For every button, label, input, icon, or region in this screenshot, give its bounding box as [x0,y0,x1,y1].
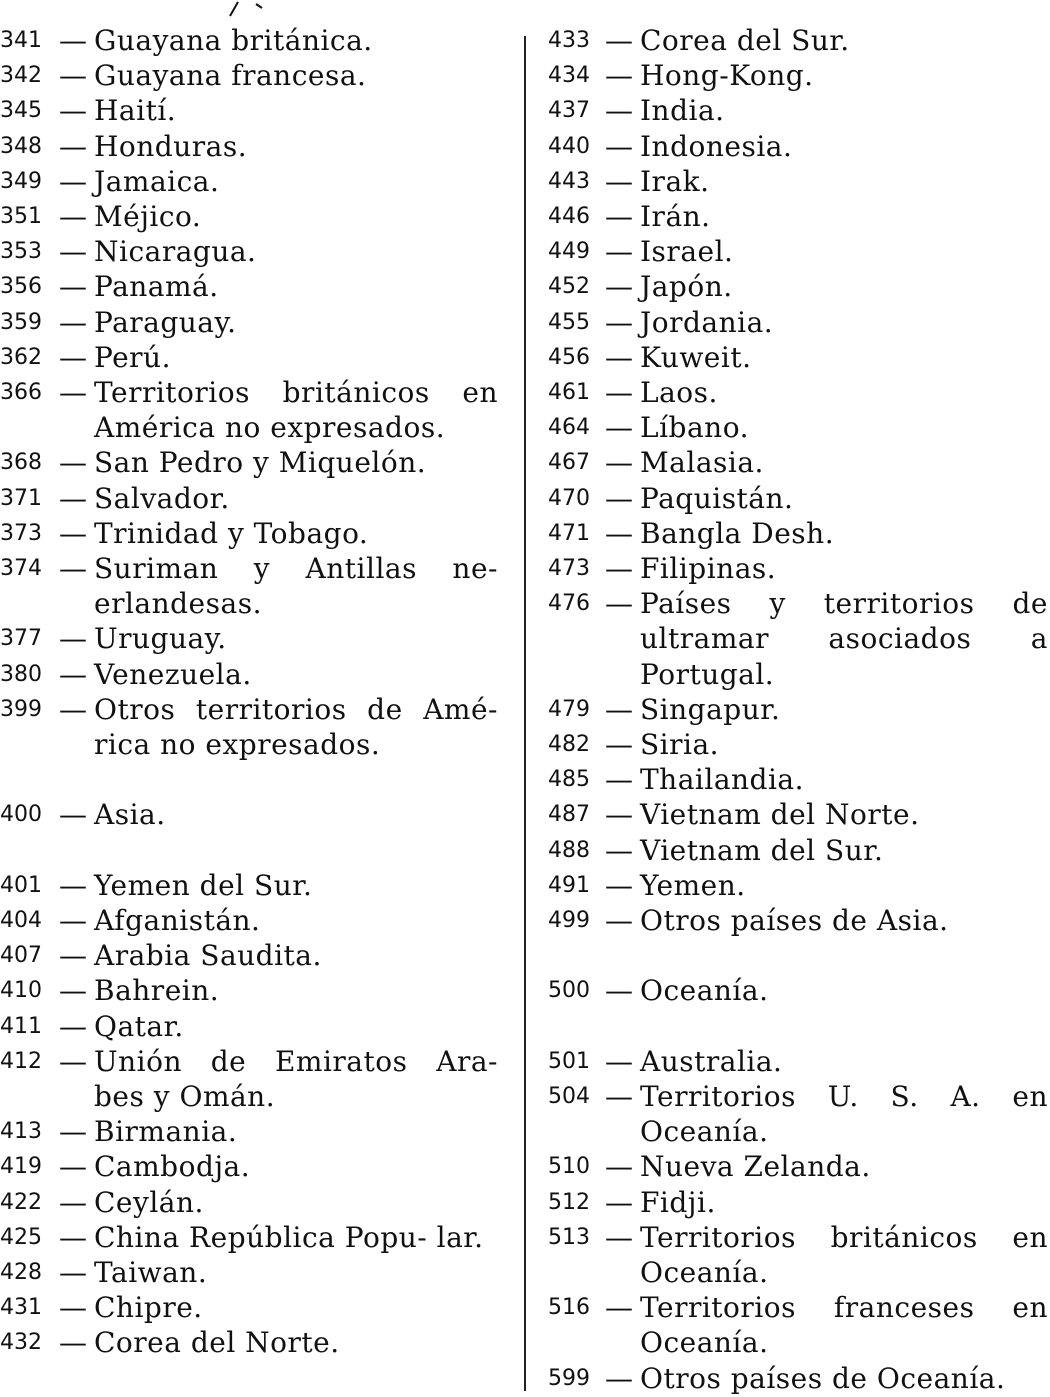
dash-separator: — [605,974,633,1008]
left-column [0,23,500,1361]
country-code: 366 [0,380,42,406]
country-entry [548,445,1050,480]
country-entry [548,551,1050,586]
country-name: Japón. [640,270,733,304]
blank-line [0,762,500,797]
country-entry [0,58,500,93]
country-entry [548,305,1050,340]
country-entry [0,93,500,128]
dash-separator: — [59,164,87,198]
country-name: Territorios británicos en América no expresados. [94,376,498,445]
country-name: Indonesia. [640,129,793,163]
country-code: 482 [548,732,590,758]
country-name: Territorios británicos en Oceanía. [640,1220,1048,1290]
dash-separator: — [59,798,87,832]
country-code: 471 [548,520,590,546]
country-code: 371 [0,485,42,511]
country-entry [0,551,500,621]
country-name: San Pedro y Miquelón. [94,446,427,480]
dash-separator: — [605,904,633,938]
country-name: Birmania. [94,1115,238,1149]
dash-separator: — [59,270,87,304]
dash-separator: — [605,376,633,410]
dash-separator: — [605,1150,633,1184]
right-column [548,23,1050,1396]
country-code: 499 [548,908,590,934]
dash-separator: — [605,833,633,867]
dash-separator: — [59,340,87,374]
country-name: Malasia. [640,446,764,480]
country-entry [0,973,500,1008]
country-entry [548,516,1050,551]
country-name: Siria. [640,728,720,762]
country-entry [548,375,1050,410]
country-code: 461 [548,380,590,406]
country-code: 473 [548,556,590,582]
dash-separator: — [59,235,87,269]
country-entry [548,23,1050,58]
country-entry [548,762,1050,797]
dash-separator: — [605,1291,633,1325]
country-entry [548,797,1050,832]
country-entry [0,1009,500,1044]
country-entry [0,938,500,973]
country-entry [0,1044,500,1114]
dash-separator: — [59,516,87,550]
dash-separator: — [59,657,87,691]
country-code: 443 [548,168,590,194]
country-code: 422 [0,1189,42,1215]
dash-separator: — [59,552,87,586]
country-code: 464 [548,415,590,441]
country-name: Nueva Zelanda. [640,1150,871,1184]
country-entry [548,58,1050,93]
country-name: Fidji. [640,1185,716,1219]
country-code: 470 [548,485,590,511]
dash-separator: — [605,587,633,621]
dash-separator: — [59,305,87,339]
dash-separator: — [59,1326,87,1360]
dash-separator: — [59,1256,87,1290]
country-code: 516 [548,1295,590,1321]
dash-separator: — [605,1185,633,1219]
country-code: 425 [0,1224,42,1250]
country-code: 410 [0,978,42,1004]
dash-separator: — [59,24,87,57]
country-entry [548,692,1050,727]
country-name: Guayana francesa. [94,59,367,93]
country-code: 404 [0,908,42,934]
country-code: 380 [0,661,42,687]
country-entry [548,410,1050,445]
dash-separator: — [59,129,87,163]
country-name: Bangla Desh. [640,516,835,550]
dash-separator: — [59,481,87,515]
country-code: 501 [548,1048,590,1074]
country-entry [548,93,1050,128]
country-entry [548,1290,1050,1360]
dash-separator: — [59,1220,87,1254]
column-divider [524,36,526,1391]
country-name: Venezuela. [94,657,252,691]
country-entry [548,1149,1050,1184]
blank-line [548,938,1050,973]
country-name: China República Popu- lar. [94,1220,484,1254]
country-name: Méjico. [94,200,202,234]
country-name: Paquistán. [640,481,794,515]
country-code: 434 [548,63,590,89]
country-entry [548,586,1050,692]
dash-separator: — [605,552,633,586]
country-entry [548,269,1050,304]
country-entry [0,516,500,551]
country-entry [548,1361,1050,1396]
country-code: 432 [0,1330,42,1356]
dash-separator: — [605,728,633,762]
country-name: Países y territorios de ultramar asociados a Portugal. [640,587,1048,691]
country-name: Territorios U. S. A. en Oceanía. [640,1080,1048,1149]
dash-separator: — [605,446,633,480]
dash-separator: — [59,939,87,973]
country-entry [0,692,500,762]
country-entry [548,833,1050,868]
country-code: 400 [0,802,42,828]
country-code: 411 [0,1013,42,1039]
country-name: Otros países de Oceanía. [640,1361,1006,1395]
dash-separator: — [605,164,633,198]
country-name: Perú. [94,340,171,374]
dash-separator: — [605,59,633,93]
dash-separator: — [59,1185,87,1219]
country-entry [548,129,1050,164]
country-entry [0,269,500,304]
dash-separator: — [59,974,87,1008]
country-name: Australia. [640,1044,783,1078]
country-name: Guayana británica. [94,24,373,57]
country-name: Uruguay. [94,622,227,656]
dash-separator: — [59,904,87,938]
country-code: 374 [0,556,42,582]
country-code: 407 [0,943,42,969]
country-name: Honduras. [94,129,248,163]
dash-separator: — [59,59,87,93]
country-code: 513 [548,1224,590,1250]
country-entry [0,1290,500,1325]
dash-separator: — [605,1044,633,1078]
dash-separator: — [605,94,633,128]
country-code: 348 [0,133,42,159]
country-name: Arabia Saudita. [94,939,322,973]
dash-separator: — [59,200,87,234]
country-entry [0,481,500,516]
country-name: Israel. [640,235,734,269]
country-code: 500 [548,978,590,1004]
country-code: 599 [548,1365,590,1391]
dash-separator: — [605,1080,633,1114]
country-entry [0,1220,500,1255]
country-code: 356 [0,274,42,300]
country-entry [0,340,500,375]
country-code: 353 [0,239,42,265]
country-name: Salvador. [94,481,230,515]
country-name: Thailandia. [640,763,805,797]
country-entry [548,973,1050,1008]
country-code: 362 [0,344,42,370]
country-code: 419 [0,1154,42,1180]
dash-separator: — [59,94,87,128]
country-entry [0,621,500,656]
dash-separator: — [605,798,633,832]
country-code: 412 [0,1048,42,1074]
country-name: Yemen del Sur. [94,868,313,902]
country-code: 452 [548,274,590,300]
blank-line [0,833,500,868]
dash-separator: — [59,868,87,902]
country-name: Irak. [640,164,710,198]
country-entry [0,868,500,903]
country-name: Unión de Emiratos Ara- bes y Omán. [94,1044,498,1114]
country-code: 401 [0,872,42,898]
blank-line [548,1009,1050,1044]
country-name: Asia. [94,798,166,832]
country-name: Corea del Sur. [640,24,850,57]
country-entry [548,234,1050,269]
country-code: 479 [548,696,590,722]
country-code: 342 [0,63,42,89]
country-name: Hong-Kong. [640,59,814,93]
country-name: Suriman y Antillas ne- erlandesas. [94,552,498,621]
country-entry [0,1149,500,1184]
country-code: 345 [0,98,42,124]
country-code: 446 [548,204,590,230]
country-name: Qatar. [94,1009,184,1043]
country-name: Trinidad y Tobago. [94,516,369,550]
country-name: Filipinas. [640,552,777,586]
country-code: 359 [0,309,42,335]
country-code: 512 [548,1189,590,1215]
dash-separator: — [605,481,633,515]
country-name: Vietnam del Norte. [640,798,920,832]
country-code: 377 [0,626,42,652]
country-code: 485 [548,767,590,793]
country-name: Cambodja. [94,1150,251,1184]
country-name: Yemen. [640,868,746,902]
country-entry [0,199,500,234]
country-entry [548,868,1050,903]
country-entry [0,1325,500,1360]
country-code: 437 [548,98,590,124]
dash-separator: — [59,1291,87,1325]
country-entry [0,23,500,58]
country-name: Afganistán. [94,904,261,938]
country-name: Líbano. [640,411,749,445]
dash-separator: — [605,692,633,726]
dash-separator: — [605,305,633,339]
country-code: 504 [548,1084,590,1110]
country-code: 488 [548,837,590,863]
country-entry [548,1079,1050,1149]
dash-separator: — [605,235,633,269]
country-entry [0,375,500,445]
country-code: 491 [548,872,590,898]
country-code: 428 [0,1260,42,1286]
country-entry [0,657,500,692]
country-name: Irán. [640,200,711,234]
country-name: Jordania. [640,305,774,339]
country-code: 455 [548,309,590,335]
country-code: 476 [548,591,590,617]
dash-separator: — [59,1115,87,1149]
country-name: India. [640,94,725,128]
country-entry [0,445,500,480]
country-code: 449 [548,239,590,265]
country-name: Haití. [94,94,177,128]
country-name: Oceanía. [640,974,769,1008]
country-name: Territorios franceses en Oceanía. [640,1291,1048,1360]
dash-separator: — [605,868,633,902]
dash-separator: — [59,1044,87,1078]
country-code: 341 [0,28,42,53]
country-entry [0,164,500,199]
country-name: Bahrein. [94,974,220,1008]
country-code: 440 [548,133,590,159]
country-code: 456 [548,344,590,370]
dash-separator: — [59,446,87,480]
country-entry [0,1114,500,1149]
dash-separator: — [59,1009,87,1043]
country-code: 368 [0,450,42,476]
dash-separator: — [605,340,633,374]
country-entry [0,1185,500,1220]
dash-separator: — [605,1361,633,1395]
dash-separator: — [605,1220,633,1254]
country-name: Singapur. [640,692,781,726]
dash-separator: — [605,516,633,550]
country-code: 467 [548,450,590,476]
dash-separator: — [59,1150,87,1184]
country-entry [0,305,500,340]
country-name: Otros países de Asia. [640,904,949,938]
country-name: Nicaragua. [94,235,257,269]
country-entry [0,129,500,164]
country-code: 510 [548,1154,590,1180]
country-name: Ceylán. [94,1185,204,1219]
country-name: Paraguay. [94,305,237,339]
country-entry [548,340,1050,375]
dash-separator: — [605,200,633,234]
country-code: 433 [548,28,590,53]
country-name: Taiwan. [94,1256,208,1290]
country-name: Jamaica. [94,164,220,198]
country-entry [548,1185,1050,1220]
country-entry [0,797,500,832]
dash-separator: — [605,129,633,163]
country-name: Panamá. [94,270,219,304]
country-entry [548,481,1050,516]
country-entry [548,199,1050,234]
country-entry [548,727,1050,762]
country-name: Otros territorios de Amé- rica no expresados. [94,692,498,762]
country-entry [0,903,500,938]
stray-ink-mark [226,0,266,18]
country-name: Corea del Norte. [94,1326,340,1360]
dash-separator: — [59,622,87,656]
country-code: 399 [0,696,42,722]
country-name: Laos. [640,376,718,410]
dash-separator: — [59,692,87,726]
country-code: 487 [548,802,590,828]
country-entry [548,1220,1050,1290]
dash-separator: — [59,376,87,410]
country-code: 349 [0,168,42,194]
country-name: Vietnam del Sur. [640,833,884,867]
dash-separator: — [605,24,633,57]
country-code: 373 [0,520,42,546]
country-code: 413 [0,1119,42,1145]
country-name: Kuweit. [640,340,752,374]
dash-separator: — [605,270,633,304]
dash-separator: — [605,411,633,445]
country-entry [548,1044,1050,1079]
country-code: 351 [0,204,42,230]
country-entry [548,164,1050,199]
country-entry [0,1255,500,1290]
country-entry [548,903,1050,938]
country-name: Chipre. [94,1291,203,1325]
country-entry [0,234,500,269]
dash-separator: — [605,763,633,797]
country-code: 431 [0,1295,42,1321]
